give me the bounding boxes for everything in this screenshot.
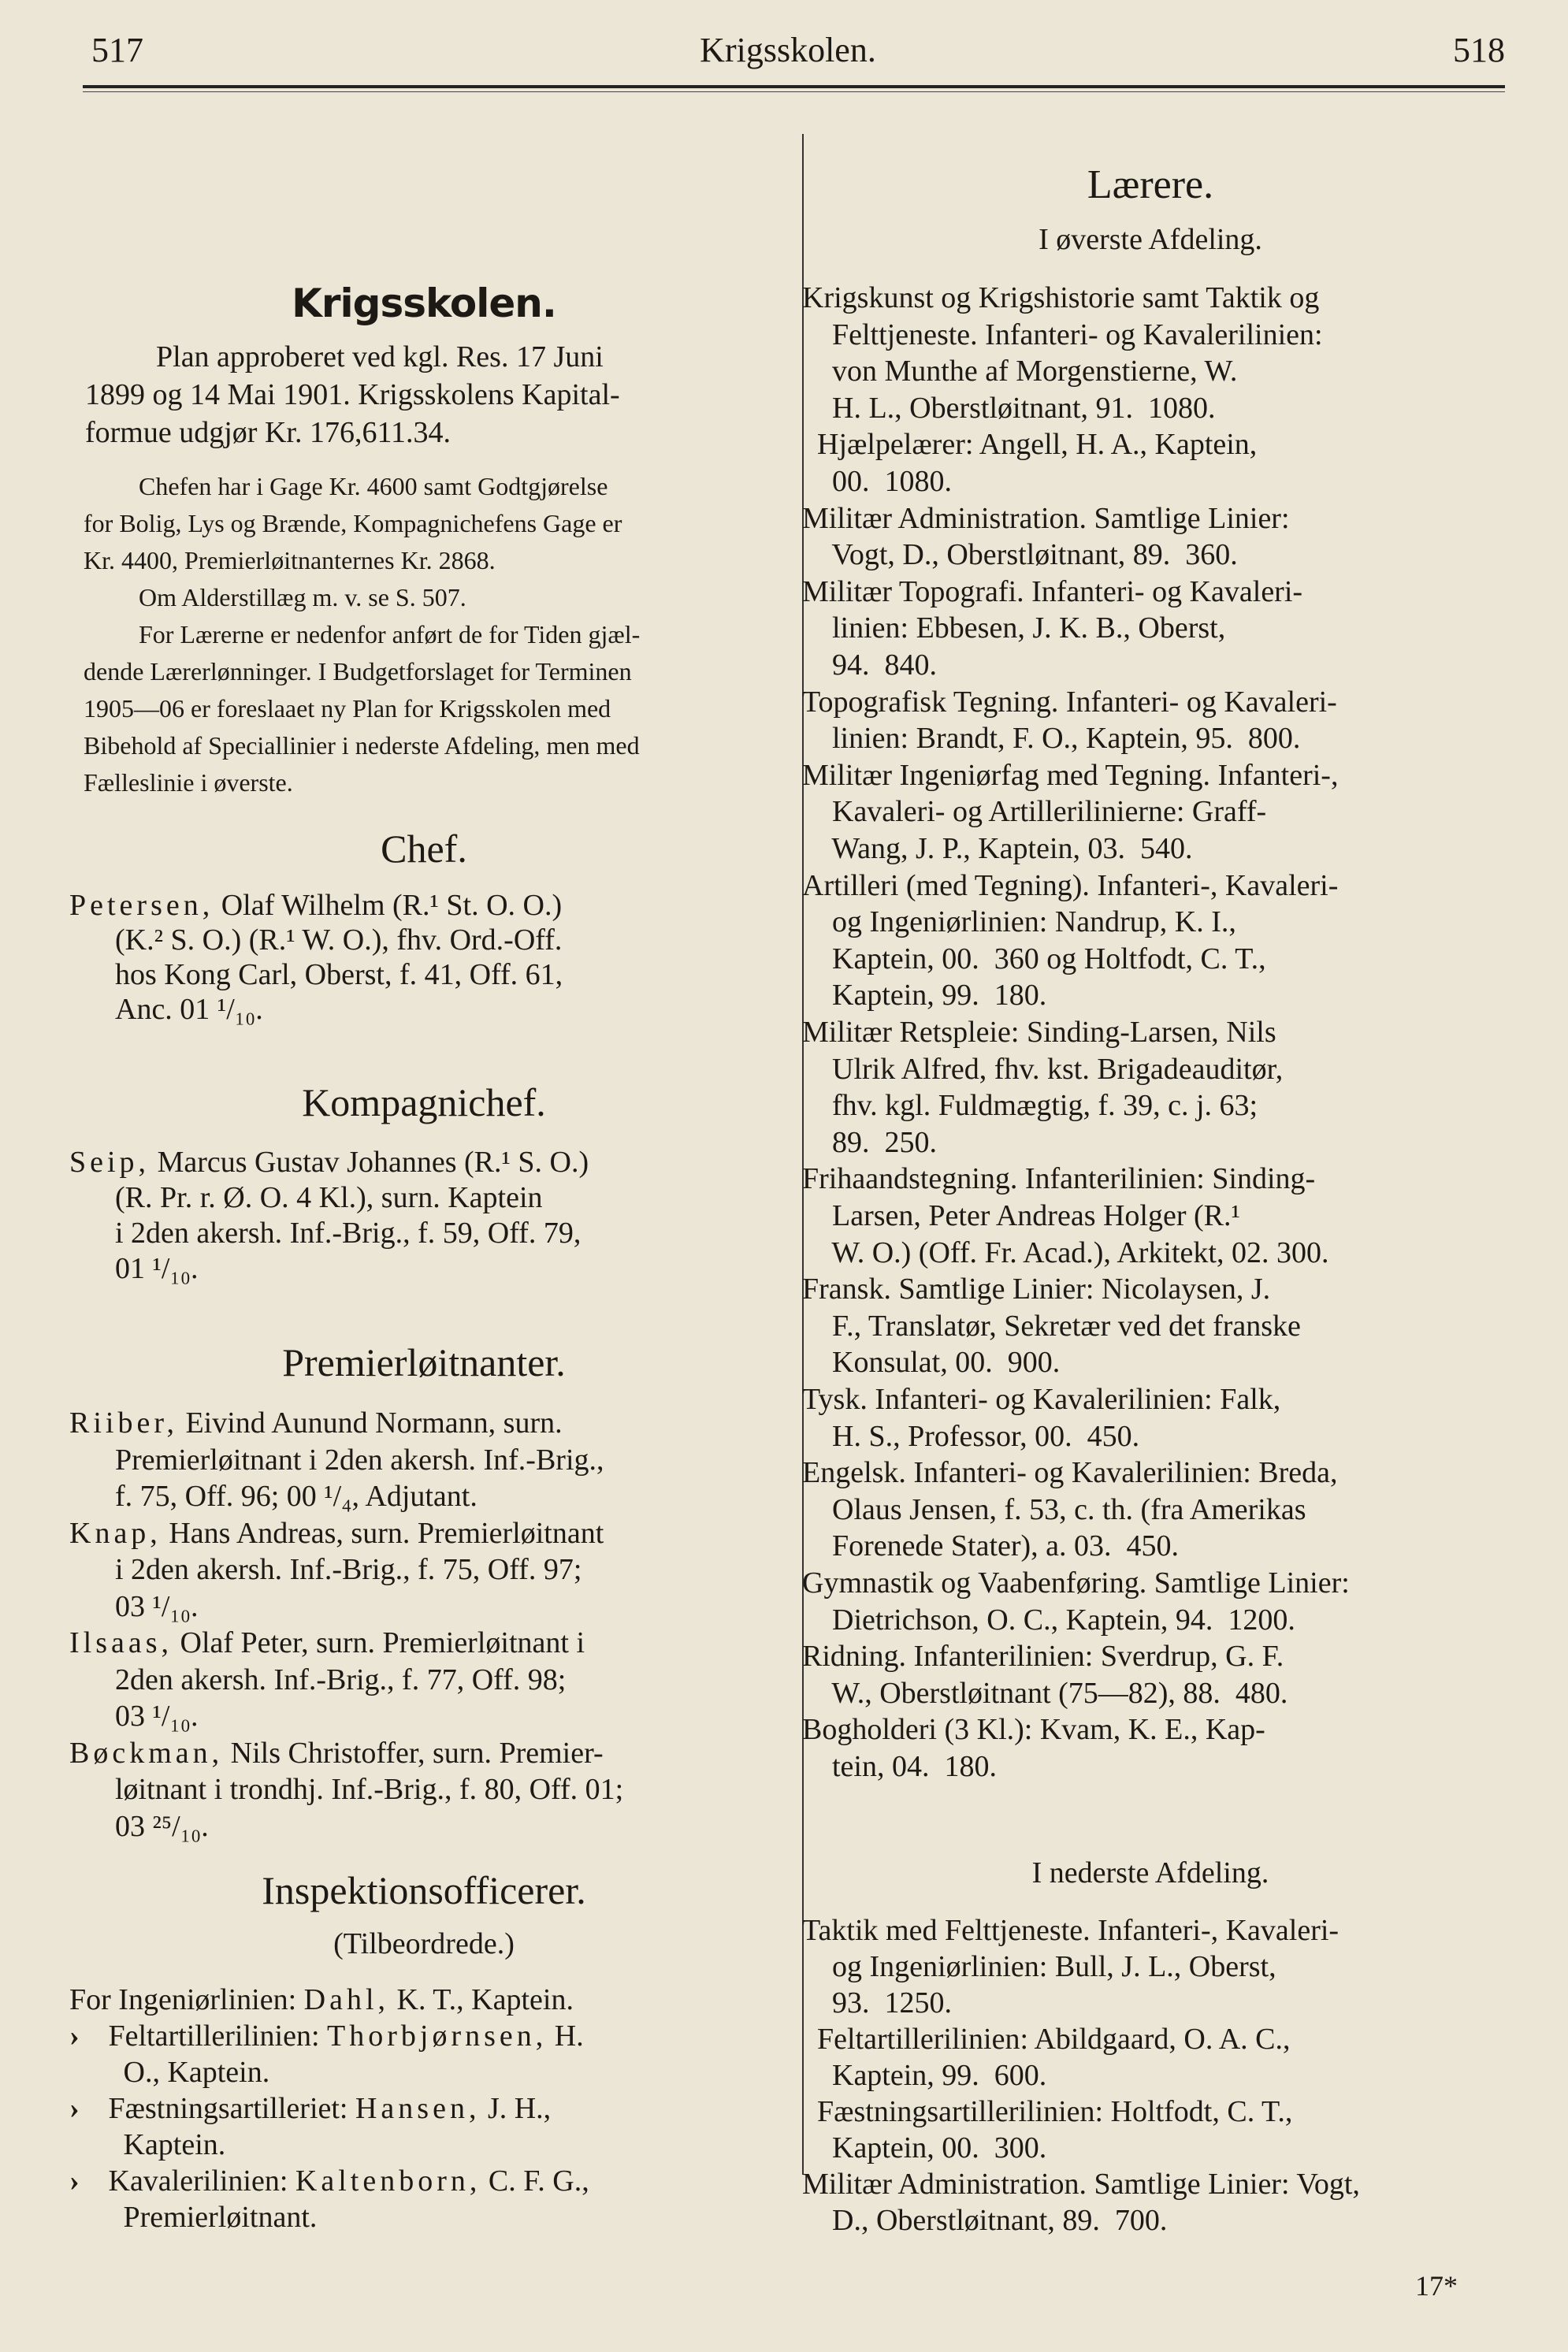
teacher-line: linien: Brandt, F. O., Kaptein, 95. 800.	[802, 722, 1301, 756]
teacher-line: D., Oberstløitnant, 89. 700.	[802, 2204, 1168, 2237]
teacher-line: Engelsk. Infanteri- og Kavalerilinien: Breda,	[802, 1456, 1338, 1490]
line-lead: ›	[69, 2092, 80, 2125]
teacher-line: Krigskunst og Krigshistorie samt Taktik og	[802, 281, 1320, 314]
person-name: Ilsaas,	[69, 1626, 173, 1659]
premierloitnant-line	[115, 1808, 209, 1845]
teacher-line: tein, 04. 180.	[802, 1750, 997, 1783]
teacher-line: Hjælpelærer: Angell, H. A., Kaptein,	[802, 428, 1258, 462]
chef-line	[115, 957, 563, 994]
teacher-line: fhv. kgl. Fuldmægtig, f. 39, c. j. 63;	[802, 1089, 1258, 1123]
teacher-line: Kaptein, 00. 360 og Holtfodt, C. T.,	[802, 942, 1266, 975]
teacher-line: Larsen, Peter Andreas Holger (R.¹	[802, 1199, 1240, 1232]
kompagnichef-line	[115, 1180, 543, 1217]
person-name: Petersen,	[69, 889, 214, 922]
inspection-line	[69, 2054, 269, 2091]
line-text: Ingeniørlinien:	[110, 1983, 304, 2016]
inspection-line	[69, 2199, 317, 2236]
teacher-line: W. O.) (Off. Fr. Acad.), Arkitekt, 02. 300.	[802, 1235, 1329, 1269]
entry-text: (K.² S. O.) (R.¹ W. O.), fhv. Ord.-Off.	[115, 923, 563, 957]
teacher-line: Kaptein, 99. 180.	[802, 979, 1047, 1013]
person-name: Dahl,	[303, 1983, 390, 2016]
teacher-line: linien: Ebbesen, J. K. B., Oberst,	[802, 611, 1226, 645]
premierloitnant-line	[115, 1771, 623, 1808]
teacher-line: Militær Topografi. Infanteri- og Kavaleri-	[802, 574, 1303, 608]
line-tail: J. H.,	[480, 2092, 552, 2125]
kompagnichef-line	[69, 1144, 589, 1181]
premierloitnant-line	[69, 1405, 563, 1442]
running-header	[71, 22, 1505, 84]
teacher-line: Tysk. Infanteri- og Kavalerilinien: Falk,	[802, 1383, 1281, 1416]
entry-text: 03 ¹/₁₀.	[115, 1700, 199, 1733]
teacher-line: Vogt, D., Oberstløitnant, 89. 360.	[802, 538, 1238, 572]
entry-text: hos Kong Carl, Oberst, f. 41, Off. 61,	[115, 958, 563, 991]
teacher-line: Ulrik Alfred, fhv. kst. Brigadeauditør,	[802, 1052, 1284, 1086]
line-tail: C. F. G.,	[481, 2164, 589, 2198]
premierloitnant-line	[115, 1588, 198, 1626]
teacher-line: Fæstningsartillerilinien: Holtfodt, C. T.,	[802, 2095, 1293, 2128]
entry-text: (R. Pr. r. Ø. O. 4 Kl.), surn. Kaptein	[115, 1181, 543, 1214]
entry-text: Olaf Peter, surn. Premierløitnant i	[173, 1626, 585, 1659]
inspektionsofficerer-subheading: (Tilbeordrede.)	[333, 1927, 515, 1960]
teacher-line: Dietrichson, O. C., Kaptein, 94. 1200.	[802, 1603, 1295, 1637]
chef-heading: Chef.	[381, 827, 467, 871]
teacher-line: H. L., Oberstløitnant, 91. 1080.	[802, 391, 1216, 425]
teacher-line: Olaus Jensen, f. 53, c. th. (fra Amerikas	[802, 1492, 1306, 1526]
teacher-line: Militær Ingeniørfag med Tegning. Infanteri-,	[802, 758, 1339, 792]
teacher-line: Feltartillerilinien: Abildgaard, O. A. C.,	[802, 2023, 1291, 2056]
teacher-line: Wang, J. P., Kaptein, 03. 540.	[802, 832, 1193, 865]
teacher-line: Kavaleri- og Artillerilinierne: Graff-	[802, 795, 1267, 829]
premierloitnant-line	[69, 1735, 604, 1772]
teacher-line: W., Oberstløitnant (75—82), 88. 480.	[802, 1676, 1288, 1710]
note-line: Chefen har i Gage Kr. 4600 samt Godtgjørelse	[139, 472, 608, 500]
teacher-line: Militær Retspleie: Sinding-Larsen, Nils	[802, 1016, 1276, 1049]
teacher-line: 93. 1250.	[802, 1986, 952, 2019]
teacher-line: Bogholderi (3 Kl.): Kvam, K. E., Kap-	[802, 1713, 1265, 1747]
line-lead: For	[69, 1983, 111, 2016]
teacher-line: Kaptein, 00. 300.	[802, 2131, 1047, 2164]
teacher-line: Fransk. Samtlige Linier: Nicolaysen, J.	[802, 1273, 1271, 1306]
teacher-line: Frihaandstegning. Infanterilinien: Sinding-	[802, 1162, 1316, 1196]
line-text: Feltartillerilinien:	[101, 2019, 328, 2053]
section-title: Krigsskolen.	[292, 281, 556, 326]
signature-mark: 17*	[1415, 2270, 1458, 2302]
line-lead: ›	[69, 2164, 80, 2198]
note-line: Bibehold af Speciallinier i nederste Afdeling, men med	[84, 731, 640, 760]
entry-text: Hans Andreas, surn. Premierløitnant	[161, 1516, 604, 1550]
note-line: Kr. 4400, Premierløitnanternes Kr. 2868.	[84, 546, 496, 574]
entry-text: Anc. 01 ¹/₁₀.	[115, 993, 263, 1026]
teacher-line: Taktik med Felttjeneste. Infanteri-, Kavaleri-	[802, 1914, 1339, 1947]
teacher-line: og Ingeniørlinien: Bull, J. L., Oberst,	[802, 1950, 1276, 1983]
header-rule-thin	[83, 91, 1505, 92]
note-line: dende Lærerlønninger. I Budgetforslaget for Terminen	[84, 657, 632, 686]
person-name: Seip,	[69, 1146, 150, 1179]
intro-line: formue udgjør Kr. 176,611.34.	[85, 416, 451, 449]
intro-line: 1899 og 14 Mai 1901. Krigsskolens Kapital-	[85, 378, 620, 411]
teacher-line: Felttjeneste. Infanteri- og Kavalerilinien:	[802, 318, 1323, 351]
inspection-line	[69, 2018, 584, 2055]
line-text: Fæstningsartilleriet:	[101, 2092, 355, 2125]
note-line: 1905—06 er foreslaaet ny Plan for Krigsskolen med	[84, 694, 611, 723]
person-name: Riiber,	[69, 1406, 178, 1440]
line-lead: ›	[69, 2019, 80, 2053]
entry-text: 03 ¹/₁₀.	[115, 1589, 199, 1623]
inspection-line	[69, 1982, 574, 2019]
teacher-line: Artilleri (med Tegning). Infanteri-, Kavaleri-	[802, 868, 1339, 902]
inspektionsofficerer-heading: Inspektionsofficerer.	[262, 1868, 586, 1912]
entry-text: f. 75, Off. 96; 00 ¹/₄, Adjutant.	[115, 1480, 477, 1513]
entry-text: Marcus Gustav Johannes (R.¹ S. O.)	[150, 1146, 589, 1179]
inspection-line	[69, 2163, 589, 2200]
note-line: For Lærerne er nedenfor anført de for Tiden gjæl-	[139, 620, 641, 648]
entry-text: 03 ²⁵/₁₀.	[115, 1809, 209, 1843]
intro-line: Plan approberet ved kgl. Res. 17 Juni	[156, 340, 604, 373]
teacher-line: von Munthe af Morgenstierne, W.	[802, 355, 1238, 388]
teacher-line: 89. 250.	[802, 1125, 937, 1159]
person-name: Kaltenborn,	[295, 2164, 481, 2198]
kompagnichef-heading: Kompagnichef.	[302, 1080, 546, 1124]
kompagnichef-line	[115, 1215, 581, 1252]
teacher-line: Militær Administration. Samtlige Linier: Vogt,	[802, 2168, 1360, 2201]
entry-text: løitnant i trondhj. Inf.-Brig., f. 80, Off. 01;	[115, 1773, 624, 1806]
entry-text: Premierløitnant i 2den akersh. Inf.-Brig.,	[115, 1443, 604, 1477]
chef-line	[115, 991, 263, 1028]
line-text: Premierløitnant.	[101, 2201, 318, 2234]
chef-line	[115, 922, 562, 959]
note-line: Om Alderstillæg m. v. se S. 507.	[139, 583, 466, 611]
header-rule	[83, 85, 1505, 88]
teacher-line: og Ingeniørlinien: Nandrup, K. I.,	[802, 905, 1236, 939]
page-number-left: 517	[91, 31, 143, 69]
page-number-right: 518	[1453, 31, 1505, 69]
premierloitnant-line	[69, 1515, 604, 1552]
person-name: Knap,	[69, 1516, 162, 1550]
kompagnichef-line	[115, 1250, 198, 1287]
entry-text: Nils Christoffer, surn. Premier-	[223, 1736, 604, 1770]
note-line: Fælleslinie i øverste.	[84, 768, 293, 797]
teacher-line: Ridning. Infanterilinien: Sverdrup, G. F.	[802, 1640, 1284, 1674]
teacher-line: Kaptein, 99. 600.	[802, 2059, 1047, 2092]
premierloitnant-line	[115, 1662, 566, 1699]
premierloitnant-line	[115, 1551, 581, 1588]
entry-text: i 2den akersh. Inf.-Brig., f. 75, Off. 97;	[115, 1553, 582, 1586]
entry-text: Eivind Aunund Normann, surn.	[177, 1406, 563, 1440]
line-tail: K. T., Kaptein.	[389, 1983, 574, 2016]
premierloitnant-line	[115, 1442, 604, 1479]
lower-division-heading: I nederste Afdeling.	[1031, 1856, 1269, 1889]
entry-text: 01 ¹/₁₀.	[115, 1252, 199, 1285]
teacher-line: Forenede Stater), a. 03. 450.	[802, 1529, 1180, 1563]
teacher-line: Konsulat, 00. 900.	[802, 1346, 1061, 1380]
premierloitnant-line	[115, 1478, 477, 1515]
teacher-line: H. S., Professor, 00. 450.	[802, 1419, 1140, 1453]
teacher-line: Gymnastik og Vaabenføring. Samtlige Linier:	[802, 1566, 1350, 1600]
line-text: O., Kaptein.	[101, 2056, 270, 2089]
person-name: Thorbjørnsen,	[327, 2019, 548, 2053]
person-name: Hansen,	[355, 2092, 481, 2125]
premierloitnant-line	[115, 1698, 198, 1735]
entry-text: Olaf Wilhelm (R.¹ St. O. O.)	[214, 889, 563, 922]
person-name: Bøckman,	[69, 1736, 224, 1770]
line-tail: H.	[547, 2019, 584, 2053]
upper-division-heading: I øverste Afdeling.	[1039, 223, 1262, 256]
chef-line	[69, 887, 562, 924]
inspection-line	[69, 2127, 225, 2164]
laerere-heading: Lærere.	[1087, 162, 1214, 207]
teacher-line: 94. 840.	[802, 648, 937, 682]
inspection-line	[69, 2090, 551, 2127]
entry-text: 2den akersh. Inf.-Brig., f. 77, Off. 98;	[115, 1663, 567, 1696]
running-title: Krigsskolen.	[700, 31, 876, 69]
entry-text: i 2den akersh. Inf.-Brig., f. 59, Off. 79,	[115, 1217, 581, 1250]
teacher-line: Militær Administration. Samtlige Linier:	[802, 501, 1290, 535]
teacher-line: 00. 1080.	[802, 465, 952, 498]
teacher-line: Topografisk Tegning. Infanteri- og Kavaleri-	[802, 685, 1337, 719]
teacher-line: F., Translatør, Sekretær ved det franske	[802, 1309, 1301, 1343]
line-text: Kaptein.	[101, 2128, 226, 2161]
premierloitnanter-heading: Premierløitnanter.	[282, 1340, 566, 1384]
premierloitnant-line	[69, 1625, 585, 1662]
note-line: for Bolig, Lys og Brænde, Kompagnichefens Gage er	[84, 509, 622, 537]
line-text: Kavalerilinien:	[101, 2164, 295, 2198]
